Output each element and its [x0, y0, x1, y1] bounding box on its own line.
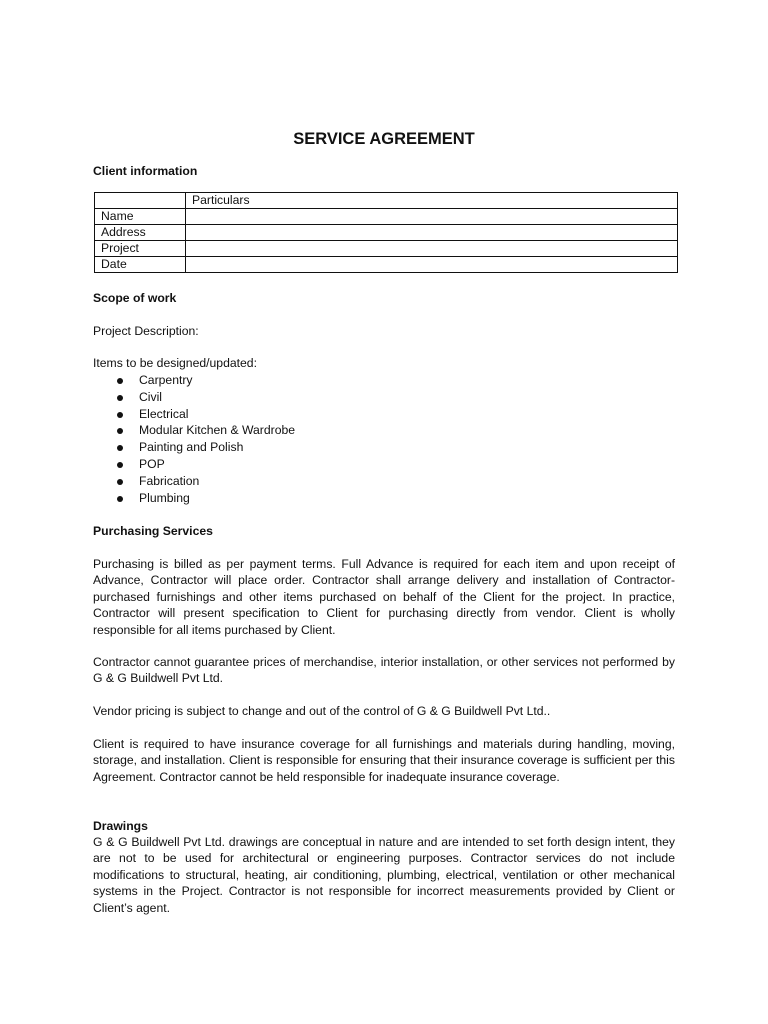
- client-info-table: [94, 192, 678, 273]
- project-description-label: Project Description:: [93, 324, 199, 338]
- bullet-icon: [117, 462, 123, 468]
- list-item-label: Electrical: [139, 406, 189, 421]
- row-label: Project: [95, 241, 186, 257]
- table-row: [95, 241, 678, 257]
- list-item: [93, 439, 295, 456]
- list-item: [93, 473, 295, 490]
- purchasing-paragraph-2: Contractor cannot guarantee prices of merchandise, interior installation, or other services not performed by G & G Buildwell Pvt Ltd.: [93, 655, 675, 686]
- list-item: [93, 422, 295, 439]
- row-value: [186, 241, 678, 257]
- bullet-icon: [117, 445, 123, 451]
- items-intro: Items to be designed/updated:: [93, 356, 257, 370]
- bullet-icon: [117, 496, 123, 502]
- row-label: Date: [95, 257, 186, 273]
- table-header-row: [95, 193, 678, 209]
- row-label: Name: [95, 209, 186, 225]
- table-header-cell: [95, 193, 186, 209]
- list-item-label: Civil: [139, 389, 163, 404]
- row-value: [186, 225, 678, 241]
- table-row: [95, 225, 678, 241]
- list-item-label: Carpentry: [139, 373, 193, 387]
- list-item-label: Plumbing: [139, 490, 190, 505]
- list-item: [93, 490, 295, 507]
- list-item: [93, 372, 295, 389]
- page-title: SERVICE AGREEMENT: [293, 130, 475, 148]
- items-list: [93, 372, 295, 506]
- list-item-label: POP: [139, 456, 165, 471]
- list-item: [93, 456, 295, 473]
- bullet-icon: [117, 479, 123, 485]
- purchasing-paragraph-3: Vendor pricing is subject to change and out of the control of G & G Buildwell Pvt Ltd..: [93, 704, 551, 718]
- table-row: [95, 209, 678, 225]
- bullet-icon: [117, 395, 123, 401]
- drawings-paragraph: G & G Buildwell Pvt Ltd. drawings are conceptual in nature and are intended to set forth design intent, they are not to be used for architectural or engineering purposes. Contractor services do not include modifications to structural, heating, air conditioning, plumbing, electrical, ventilation or other mechanical systems in the Project. Contractor is not responsible for incorrect measurements provided by Client or Client’s agent.: [93, 835, 675, 915]
- table-row: [95, 257, 678, 273]
- client-info-heading: Client information: [93, 164, 198, 178]
- row-label: Address: [95, 225, 186, 241]
- list-item-label: Modular Kitchen & Wardrobe: [139, 423, 296, 438]
- list-item-label: Painting and Polish: [139, 440, 244, 455]
- bullet-icon: [117, 412, 123, 418]
- list-item-label: Fabrication: [139, 473, 200, 488]
- purchasing-paragraph-4: Client is required to have insurance coverage for all furnishings and materials during handling, moving, storage, and installation. Client is responsible for ensuring that their insurance coverage is sufficient per this Agreement. Contractor cannot be held responsible for inadequate insurance coverage.: [93, 737, 675, 784]
- list-item: [93, 389, 295, 406]
- table-header-cell: Particulars: [186, 193, 678, 209]
- bullet-icon: [117, 378, 123, 384]
- drawings-heading: Drawings: [93, 819, 148, 833]
- bullet-icon: [117, 428, 123, 434]
- row-value: [186, 257, 678, 273]
- list-item: [93, 406, 295, 423]
- row-value: [186, 209, 678, 225]
- purchasing-paragraph-1: Purchasing is billed as per payment terms. Full Advance is required for each item and upon receipt of Advance, Contractor will place order. Contractor shall arrange delivery and installation of Contractor- purchased furnishings and other items purchased on behalf of the Client for the project. In practice, Contractor will present specification to Client for purchasing directly from vendor. Client is wholly responsible for all items purchased by Client.: [93, 557, 675, 637]
- purchasing-heading: Purchasing Services: [93, 524, 213, 538]
- scope-heading: Scope of work: [93, 291, 177, 305]
